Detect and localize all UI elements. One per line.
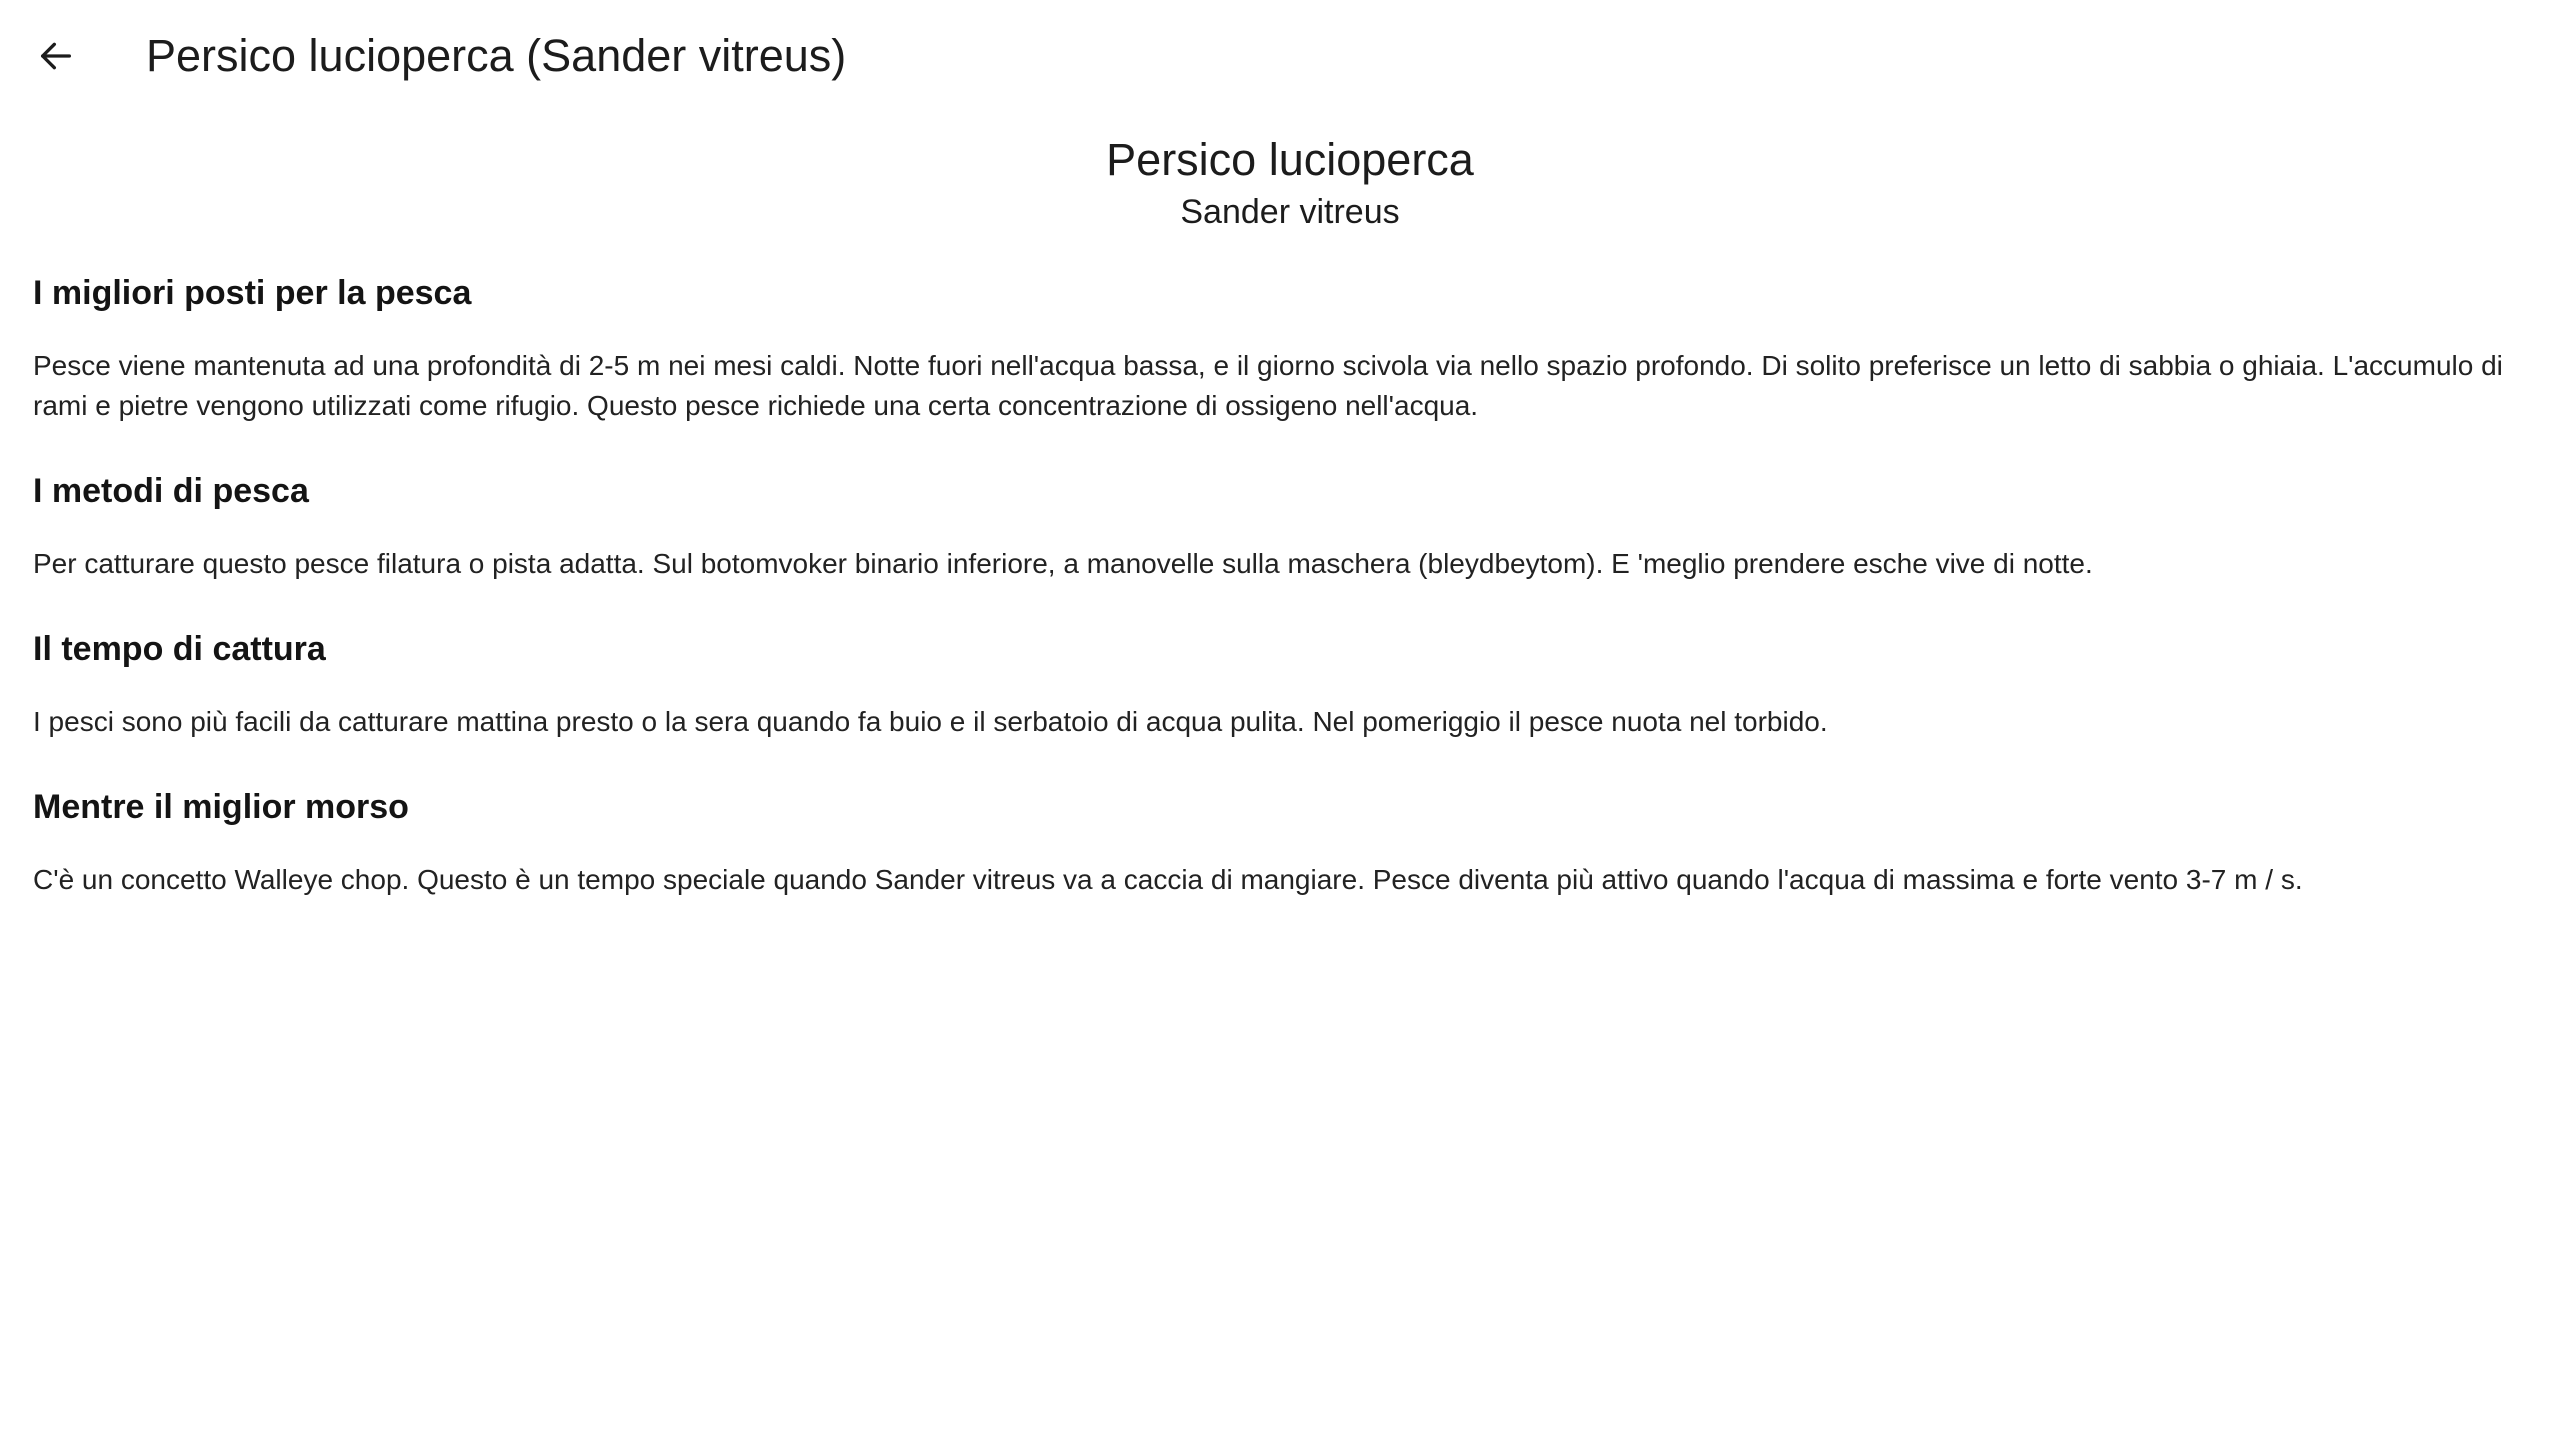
- section-fishing-methods: [33, 466, 2533, 584]
- section-body: Per catturare questo pesce filatura o pista adatta. Sul botomvoker binario inferiore, a manovelle sulla maschera (bleydbeytom). E 'meglio prendere esche vive di notte.: [33, 548, 2093, 579]
- app-bar: [0, 0, 2560, 112]
- section-title: I metodi di pesca: [33, 472, 309, 510]
- back-button[interactable]: [20, 20, 92, 92]
- section-body: I pesci sono più facili da catturare mattina presto o la sera quando fa buio e il serbatoio di acqua pulita. Nel pomeriggio il pesce nuota nel torbido.: [33, 706, 1828, 737]
- section-title: Il tempo di cattura: [33, 630, 326, 668]
- fish-header: [0, 130, 2560, 236]
- page-title: Persico lucioperca (Sander vitreus): [146, 30, 847, 81]
- fish-common-name: Persico lucioperca: [1106, 134, 1474, 185]
- section-title: I migliori posti per la pesca: [33, 274, 472, 312]
- section-body: C'è un concetto Walleye chop. Questo è un tempo speciale quando Sander vitreus va a caccia di mangiare. Pesce diventa più attivo quando l'acqua di massima e forte vento 3-7 m / s.: [33, 864, 2303, 895]
- section-best-bite: [33, 782, 2533, 900]
- fish-info-content: [33, 268, 2533, 940]
- section-title: Mentre il miglior morso: [33, 788, 409, 826]
- fish-latin-name: Sander vitreus: [1180, 193, 1400, 231]
- section-best-places: [33, 268, 2533, 426]
- section-body: Pesce viene mantenuta ad una profondità di 2-5 m nei mesi caldi. Notte fuori nell'acqua bassa, e il giorno scivola via nello spazio profondo. Di solito preferisce un letto di sabbia o ghiaia. L'accumulo di rami e pietre vengono utilizzati come rifugio. Questo pesce richiede una certa concentrazione di ossigeno nell'acqua.: [33, 350, 2503, 421]
- arrow-left-icon: [36, 36, 76, 76]
- section-catch-time: [33, 624, 2533, 742]
